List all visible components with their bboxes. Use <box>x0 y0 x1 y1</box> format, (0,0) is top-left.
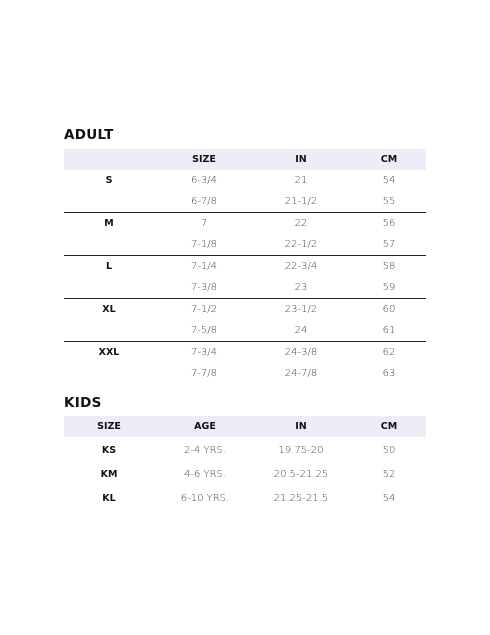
header-in: IN <box>295 154 307 165</box>
cm-cell: 63 <box>382 368 396 379</box>
cm-cell: 52 <box>382 469 396 480</box>
hat-size-cell: 7-3/4 <box>190 347 218 358</box>
hat-size-cell: 6-3/4 <box>190 175 218 186</box>
header-cm: CM <box>380 154 398 165</box>
hat-size-cell: 7-1/8 <box>190 239 218 250</box>
size-group <box>64 256 426 298</box>
age-cell: 4-6 YRS. <box>183 469 227 480</box>
header-cm: CM <box>380 421 398 432</box>
header-in: IN <box>295 421 307 432</box>
inches-cell: 23 <box>294 282 308 293</box>
age-cell: 6-10 YRS. <box>180 493 230 504</box>
inches-cell: 21-1/2 <box>284 196 318 207</box>
cm-cell: 54 <box>382 175 396 186</box>
header-size: SIZE <box>192 154 216 165</box>
cm-cell: 62 <box>382 347 396 358</box>
size-group <box>64 213 426 255</box>
table-row <box>64 256 426 277</box>
cm-cell: 59 <box>382 282 396 293</box>
table-row <box>64 439 426 463</box>
kids-size-table <box>64 416 426 511</box>
cm-cell: 61 <box>382 325 396 336</box>
table-row <box>64 277 426 298</box>
age-cell: 2-4 YRS. <box>183 445 227 456</box>
adult-section-title: ADULT <box>64 127 114 143</box>
size-label: S <box>105 175 113 186</box>
cm-cell: 57 <box>382 239 396 250</box>
table-row <box>64 342 426 363</box>
cm-cell: 55 <box>382 196 396 207</box>
adult-table-header <box>64 149 426 170</box>
table-row <box>64 299 426 320</box>
inches-cell: 22-3/4 <box>284 261 318 272</box>
table-row <box>64 213 426 234</box>
cm-cell: 56 <box>382 218 396 229</box>
adult-size-table <box>64 149 426 384</box>
table-row <box>64 234 426 255</box>
cm-cell: 60 <box>382 304 396 315</box>
table-row <box>64 487 426 511</box>
hat-size-cell: 7-3/8 <box>190 282 218 293</box>
inches-cell: 21 <box>294 175 308 186</box>
hat-size-cell: 7-1/2 <box>190 304 218 315</box>
inches-cell: 24 <box>294 325 308 336</box>
table-row <box>64 191 426 212</box>
inches-cell: 19.75-20 <box>278 445 324 456</box>
hat-size-cell: 7 <box>200 218 208 229</box>
size-group <box>64 170 426 212</box>
table-row <box>64 363 426 384</box>
inches-cell: 20.5-21.25 <box>273 469 329 480</box>
header-age: AGE <box>194 421 216 432</box>
inches-cell: 22 <box>294 218 308 229</box>
size-label: KS <box>101 445 117 456</box>
inches-cell: 24-7/8 <box>284 368 318 379</box>
size-label: KM <box>100 469 118 480</box>
size-label: L <box>105 261 113 272</box>
kids-section-title: KIDS <box>64 395 102 411</box>
header-size: SIZE <box>97 421 121 432</box>
size-label: M <box>104 218 114 229</box>
size-label: XXL <box>98 347 120 358</box>
size-group <box>64 299 426 341</box>
cm-cell: 54 <box>382 493 396 504</box>
table-row <box>64 170 426 191</box>
inches-cell: 23-1/2 <box>284 304 318 315</box>
table-row <box>64 320 426 341</box>
hat-size-cell: 7-5/8 <box>190 325 218 336</box>
inches-cell: 21.25-21.5 <box>273 493 329 504</box>
size-label: KL <box>102 493 116 504</box>
inches-cell: 24-3/8 <box>284 347 318 358</box>
cm-cell: 50 <box>382 445 396 456</box>
inches-cell: 22-1/2 <box>284 239 318 250</box>
size-group <box>64 342 426 384</box>
cm-cell: 58 <box>382 261 396 272</box>
size-label: XL <box>102 304 116 315</box>
hat-size-cell: 7-1/4 <box>190 261 218 272</box>
hat-size-cell: 7-7/8 <box>190 368 218 379</box>
kids-table-header <box>64 416 426 437</box>
hat-size-cell: 6-7/8 <box>190 196 218 207</box>
table-row <box>64 463 426 487</box>
